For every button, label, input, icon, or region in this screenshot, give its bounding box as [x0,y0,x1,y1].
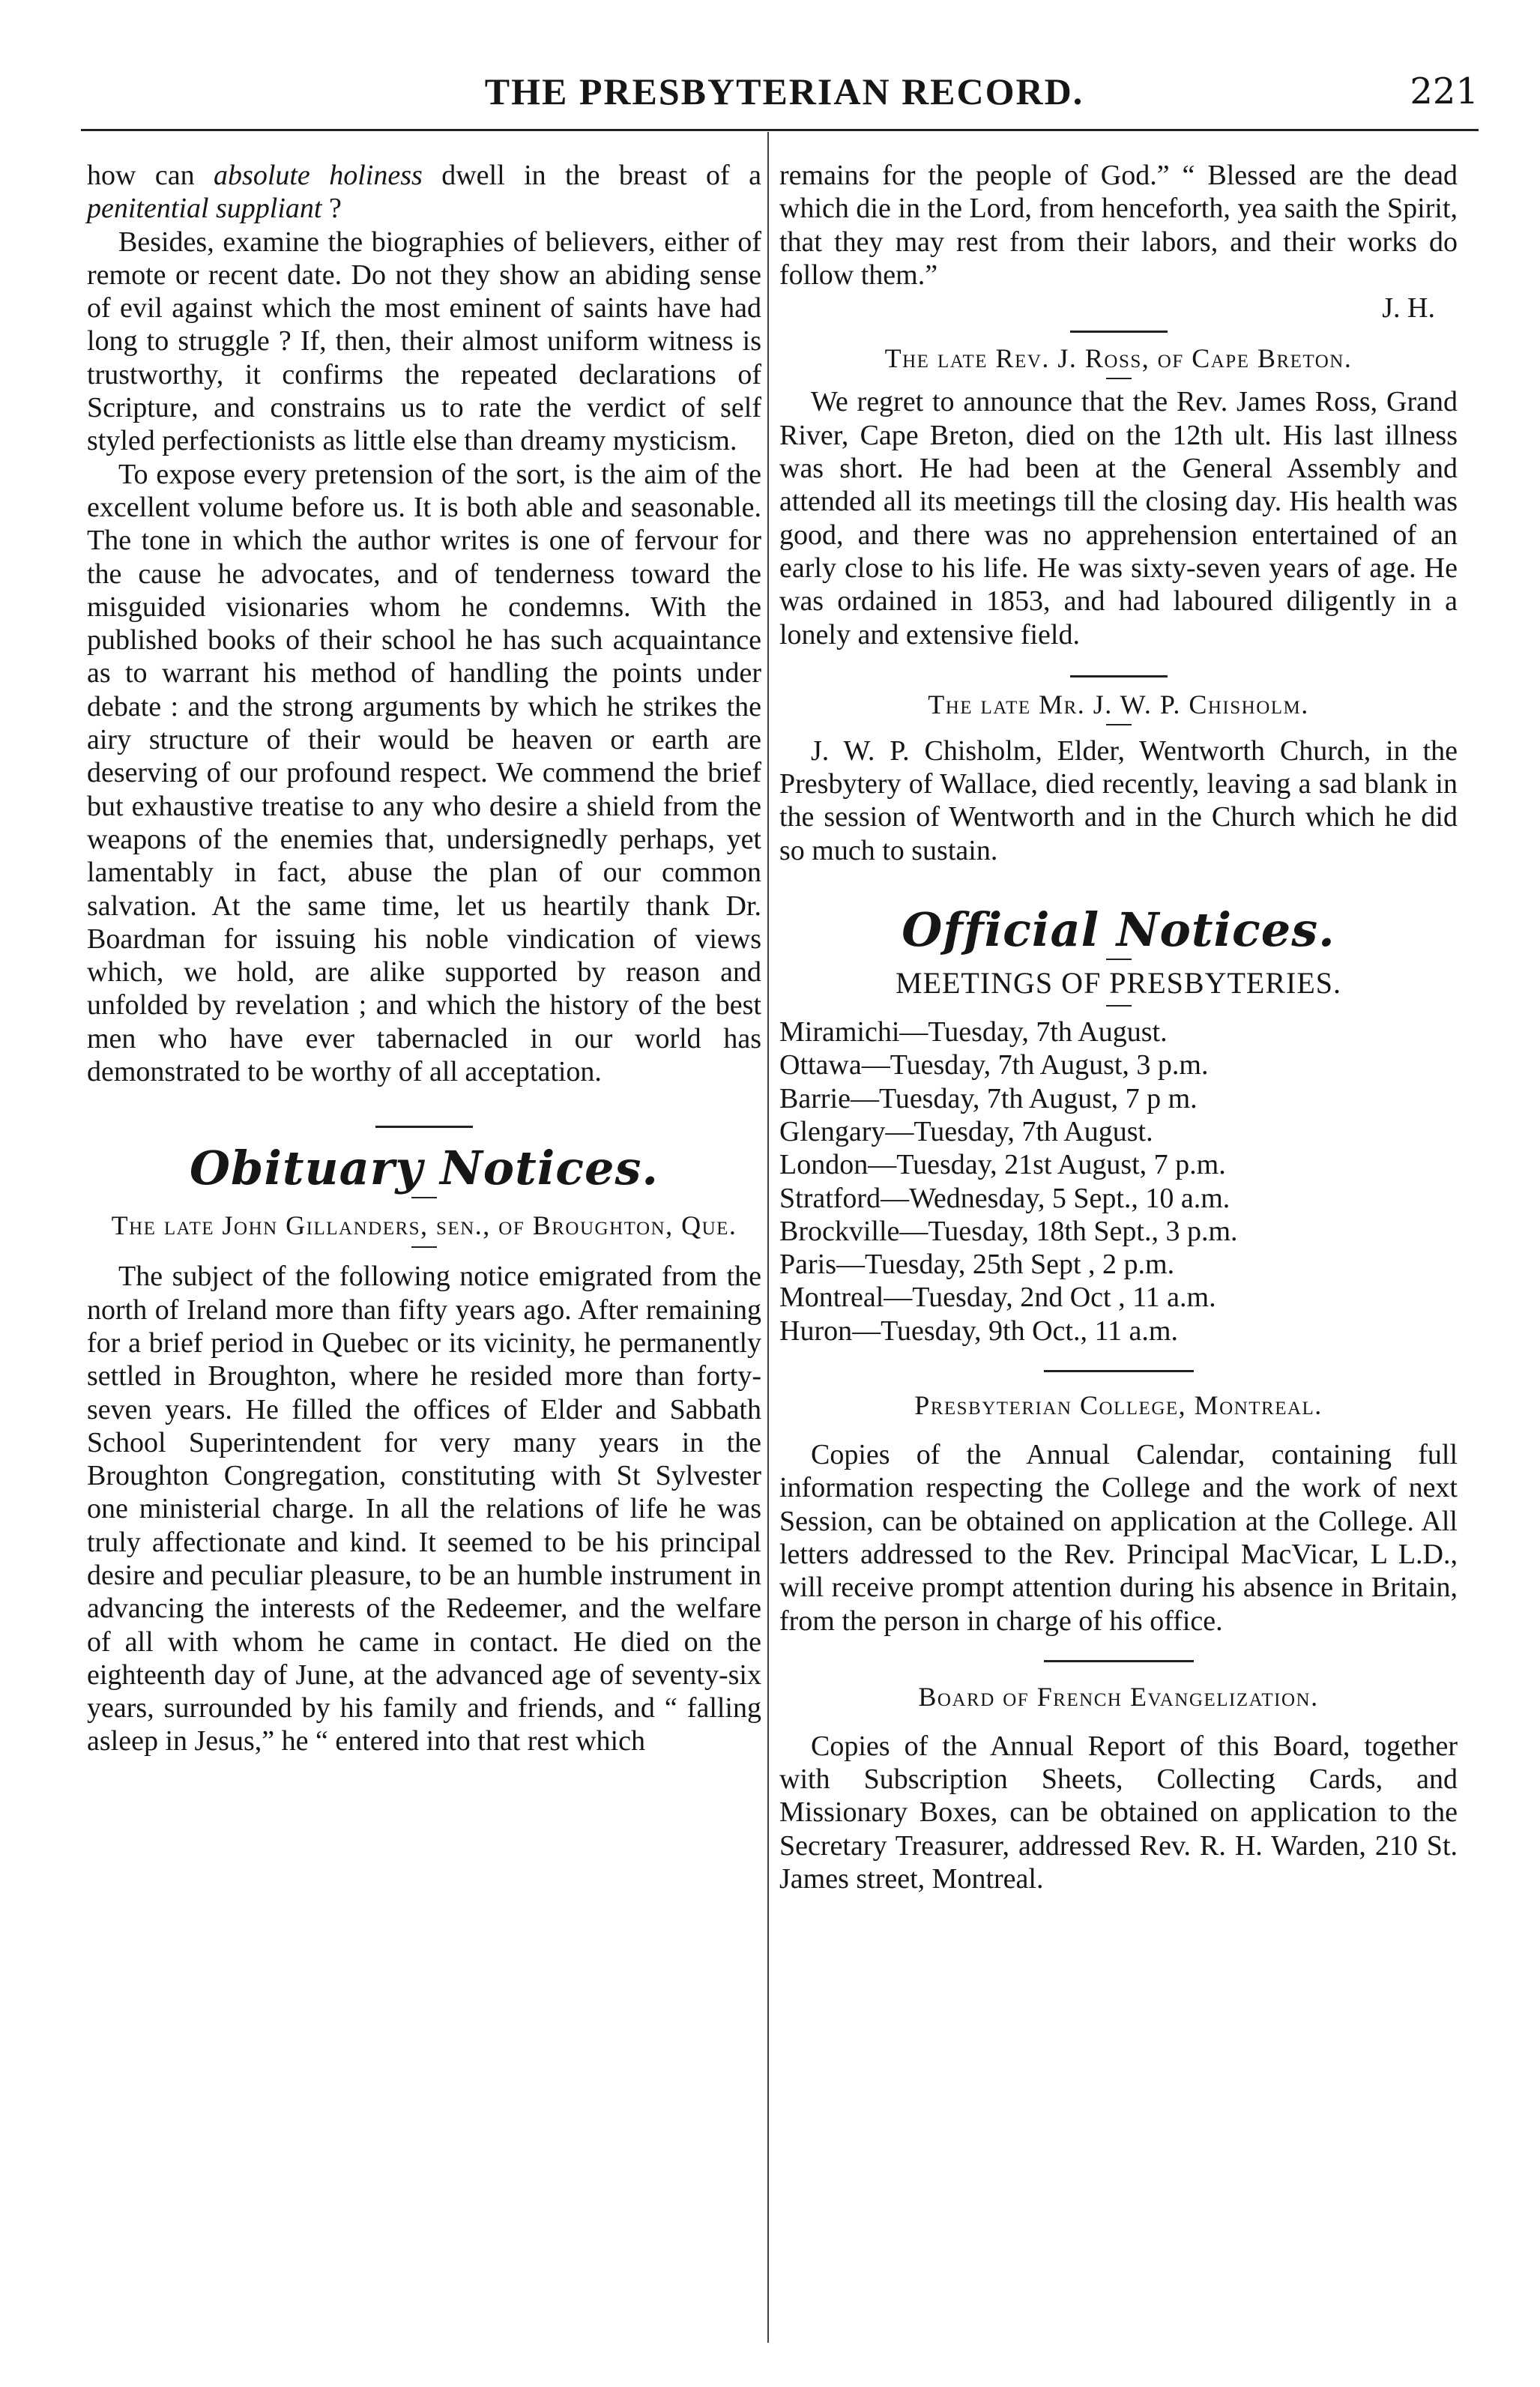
article-paragraph: how can absolute holiness dwell in the breast of a penitential suppliant ? [87,160,761,225]
notice-text: Copies of the Annual Calendar, containing full information respecting the College and the work of next Session, can be obtained on application at the College. All letters addressed to the Rev. Principal MacVicar, L L.D., will receive prompt attention during his absence in Britain, from the person in charge of his office. [779,1439,1458,1637]
emphasis: absolute holiness [214,160,423,191]
publication-title: THE PRESBYTERIAN RECORD. [484,70,1084,112]
signature-line [779,292,1458,325]
article-paragraph: remains for the people of God.” “ Blessed are the dead which die in the Lord, from henceforth, yea saith the Spirit, that they may rest from their labors, and their works do follow them.” [779,160,1458,291]
notice-text: Copies of the Annual Report of this Board, together with Subscription Sheets, Collecting Cards, and Missionary Boxes, can be obtained on application to the Secretary Treasurer, addressed Rev. R. H. Warden, 210 St. James street, Montreal. [779,1730,1458,1895]
section-heading: Obituary Notices. [190,1141,659,1196]
meeting-item: Huron—Tuesday, 9th Oct., 11 a.m. [779,1315,1178,1347]
article-paragraph: To expose every pretension of the sort, is the aim of the excellent volume before us. It is both able and seasonable. The tone in which the author writes is one of fervour for the cause he advocates, and of tenderness toward the misguided visionaries whom he condemns. With the published books of their school he has such acquaintance as to warrant his method of handling the points under debate : and the strong arguments by which he strikes the airy structure of their would be heaven or earth are deserving of our profound respect. We commend the brief but exhaustive treatise to any who desire a shield from the weapons of the enemies that, undersignedly perhaps, yet lamentably in fact, abuse the plan of our common salvation. At the same time, let us heartily thank Dr. Boardman for issuing his noble vindication of views which, we hold, are alike supported by reason and unfolded by revelation ; and which the history of the best men who have ever tabernacled in our world has demonstrated to be worthy of all acceptation. [87,458,761,1088]
meetings-list [779,1016,1458,1348]
obituary-title: The late Mr. J. W. P. Chisholm. [928,689,1309,719]
meeting-item: Glengary—Tuesday, 7th August. [779,1115,1153,1147]
emphasis: penitential suppliant [87,193,322,225]
notice-title: Board of French Evangelization. [918,1681,1319,1712]
meeting-item: Montreal—Tuesday, 2nd Oct , 11 a.m. [779,1282,1216,1314]
obituary-text: The subject of the following notice emigrated from the north of Ireland more than fifty years ago. After remaining for a brief period in Quebec or its vicinity, he permanently settled in Broughton, where he resided more than forty-seven years. He filled the offices of Elder and Sabbath School Superintendent for very many years in the Broughton Congregation, constituting with St Sylvester one ministerial charge. In all the relations of life he was truly affectionate and kind. It seemed to be his principal desire and peculiar pleasure, to be an humble instrument in advancing the interests of the Redeemer, and the welfare of all with whom he came in contact. He died on the eighteenth day of June, at the advanced age of seventy-six years, surrounded by his family and friends, and “ falling asleep in Jesus,” he “ entered into that rest which [87,1261,761,1757]
meeting-item: Miramichi—Tuesday, 7th August. [779,1016,1168,1048]
section-heading: Official Notices. [902,902,1335,958]
obituary-title: The late John Gillanders, sen., of Broughton, Que. [111,1210,737,1241]
meetings-heading: MEETINGS OF PRESBYTERIES. [895,966,1342,1001]
obituary-title: The late Rev. J. Ross, of Cape Breton. [884,343,1353,374]
meeting-item: Stratford—Wednesday, 5 Sept., 10 a.m. [779,1182,1231,1214]
meeting-item: London—Tuesday, 21st August, 7 p.m. [779,1149,1226,1181]
meeting-item: Barrie—Tuesday, 7th August, 7 p m. [779,1082,1198,1114]
left-column [87,159,761,1758]
obituary-text: J. W. P. Chisholm, Elder, Wentworth Church, in the Presbytery of Wallace, died recently, leaving a sad blank in the session of Wentworth and in the Church which he did so much to sustain. [779,734,1458,866]
obituary-text: We regret to announce that the Rev. James Ross, Grand River, Cape Breton, died on the 12th ult. His last illness was short. He had been at the General Assembly and attended all its meetings till the closing day. His health was good, and there was no apprehension entertained of an early close to his life. He was sixty-seven years of age. He was ordained in 1853, and had laboured diligently in a lonely and extensive field. [779,386,1458,651]
column-divider [767,132,769,2343]
meeting-item: Brockville—Tuesday, 18th Sept., 3 p.m. [779,1215,1238,1247]
page-header [90,69,1479,121]
author-signature: J. H. [1382,292,1435,325]
meeting-item: Ottawa—Tuesday, 7th August, 3 p.m. [779,1049,1209,1081]
page-number: 221 [1410,70,1479,112]
notice-title: Presbyterian College, Montreal. [914,1390,1323,1421]
right-column [779,159,1458,1895]
meeting-item: Paris—Tuesday, 25th Sept , 2 p.m. [779,1249,1175,1281]
header-rule [81,129,1479,131]
article-paragraph: Besides, examine the biographies of believers, either of remote or recent date. Do not they show an abiding sense of evil against which the most eminent of saints have had long to struggle ? If, then, their almost uniform witness is trustworthy, it confirms the repeated declarations of Scripture, and constrains us to rate the verdict of self styled perfectionists as little else than dreamy mysticism. [87,226,761,457]
